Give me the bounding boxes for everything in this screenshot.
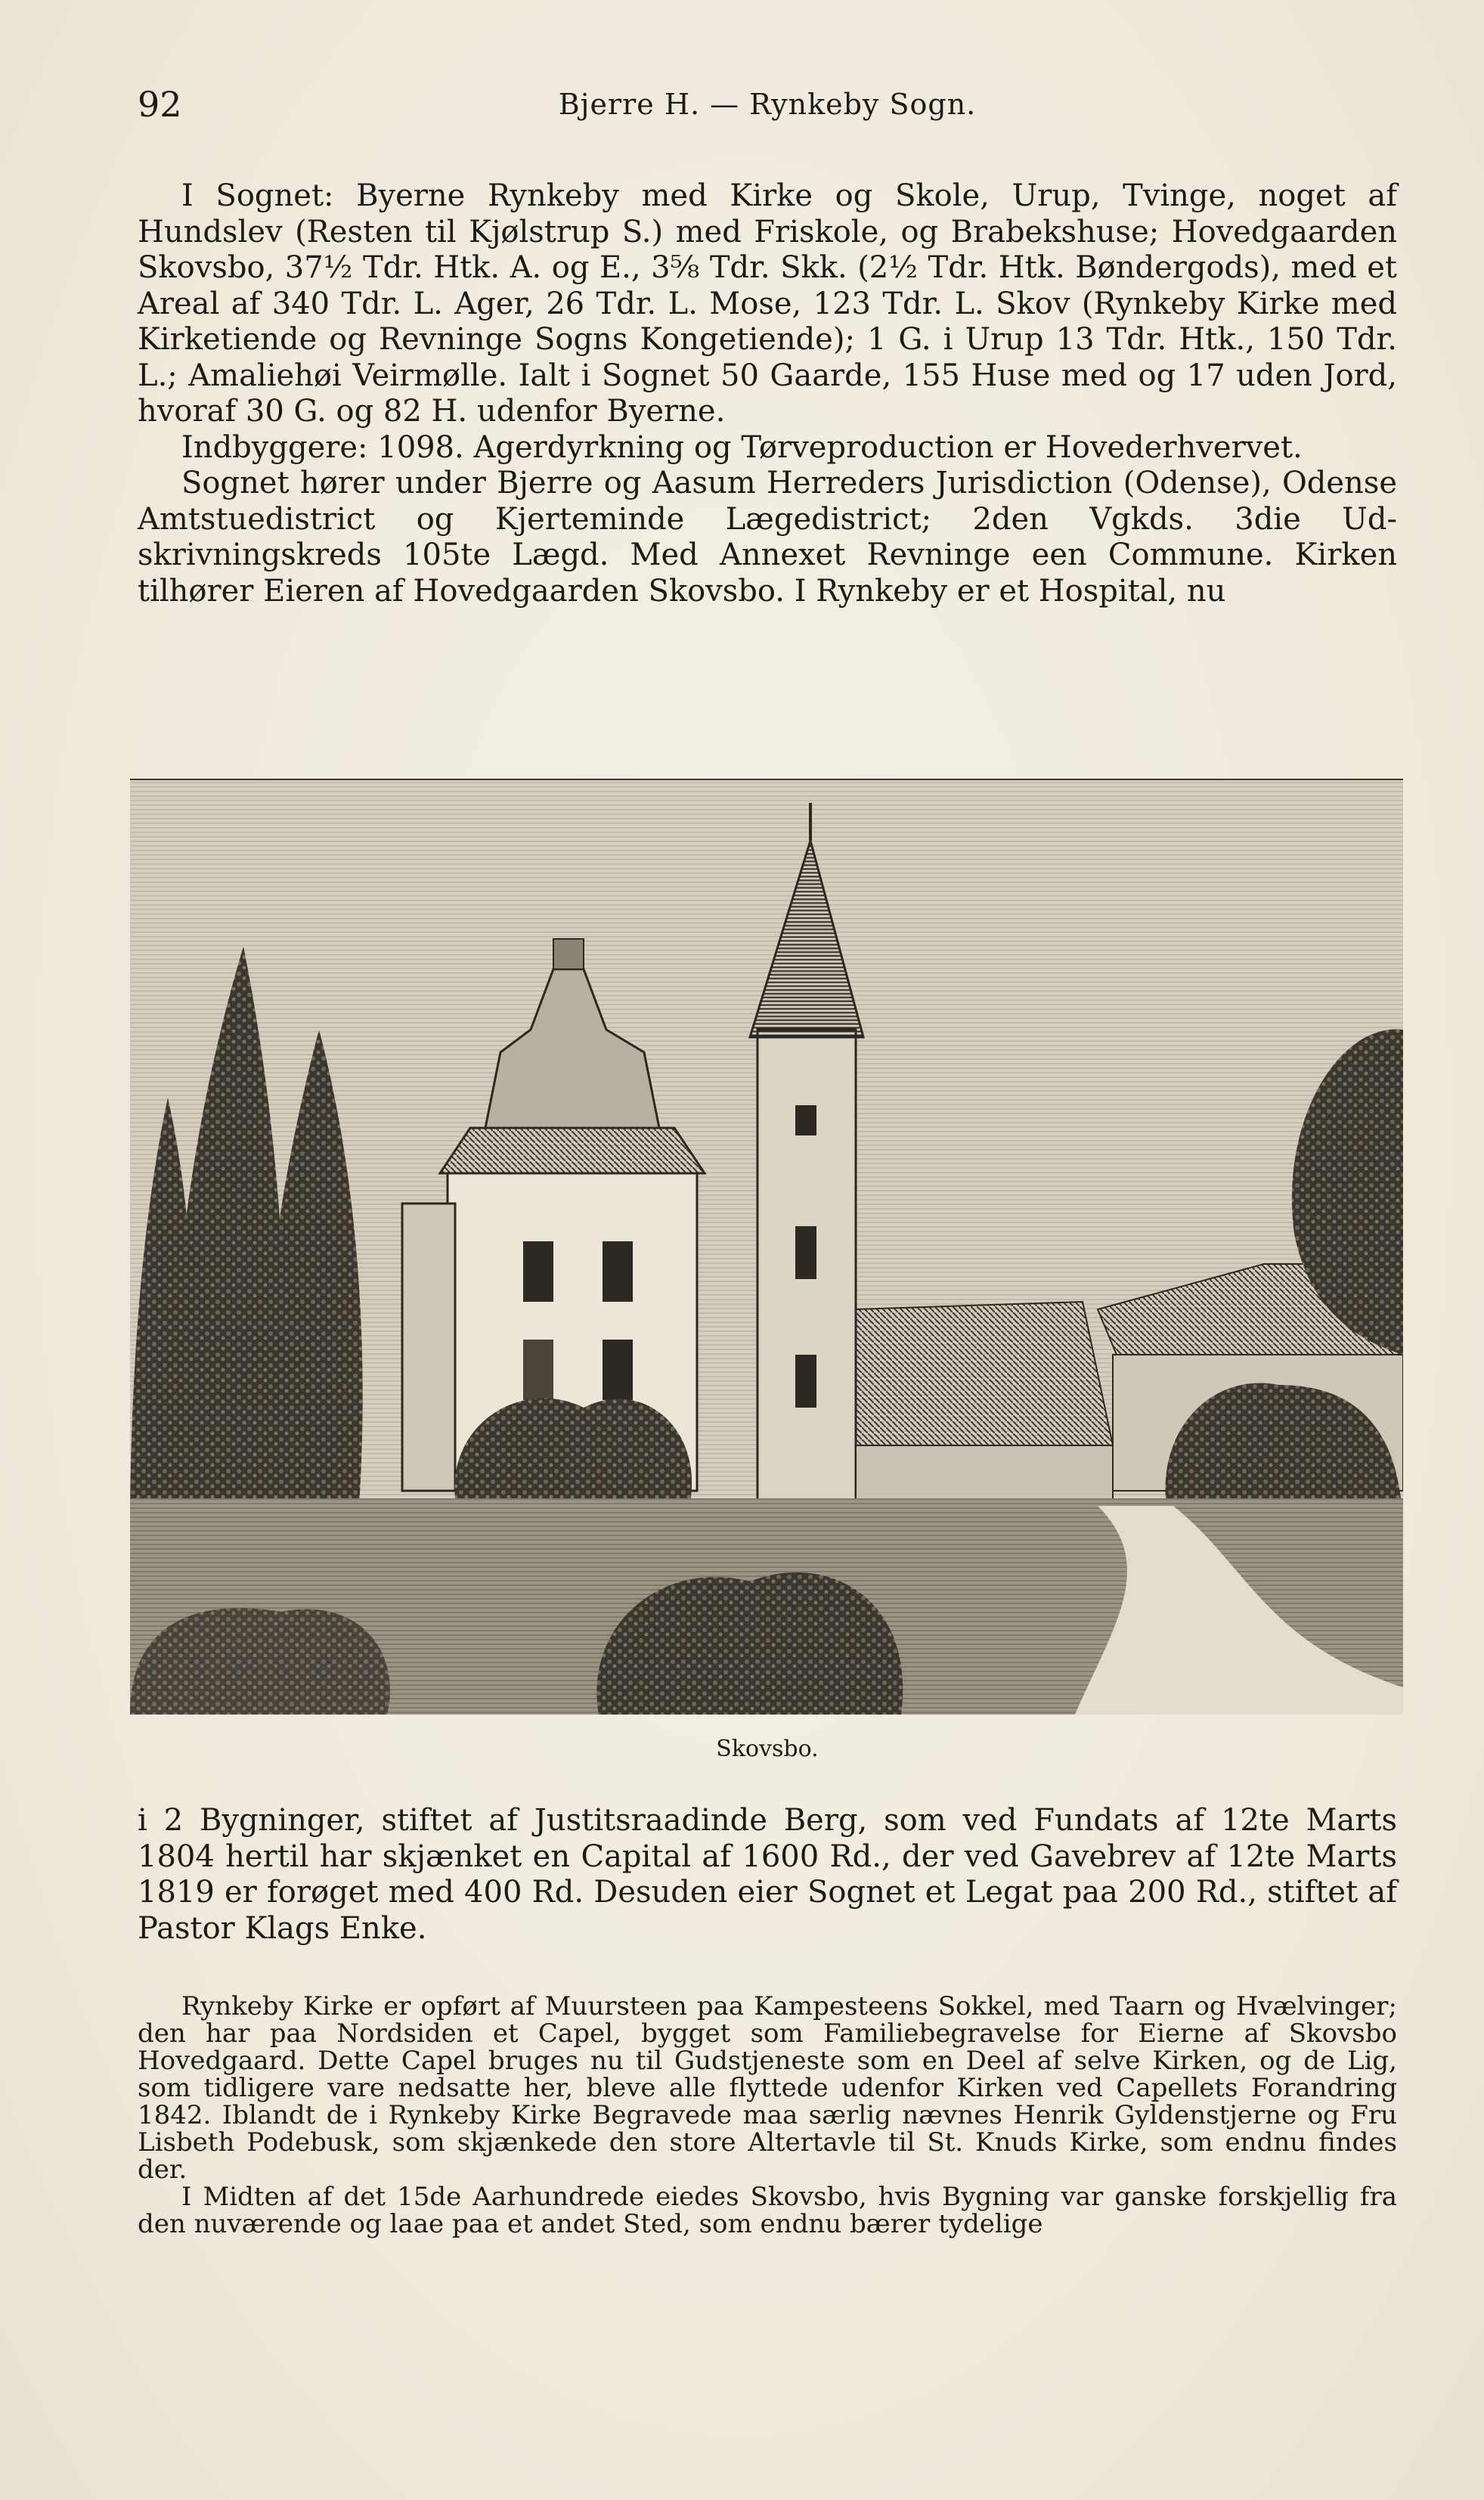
small-print-block [138, 1993, 1397, 2238]
illustration-skovsbo [130, 779, 1403, 1715]
paragraph-inhabitants: Indbyggere: 1098. Agerdyrkning og Tørveproduction er Hovederhvervet. [181, 429, 1303, 465]
top-text-block [138, 178, 1397, 609]
paragraph-hospital: i 2 Bygninger, stiftet af Justitsraadinde Berg, som ved Fundats af 12te Marts 1804 hertil har skjænket en Capital af 1600 Rd., der ved Gavebrev af 12te Marts 1819 er forøget med 400 Rd. Desuden eier Sognet et Legat paa 200 Rd., stiftet af Pastor Klags Enke. [138, 1803, 1397, 1946]
paragraph-church: Rynkeby Kirke er opført af Muursteen paa Kampesteens Sokkel, med Taarn og Hvælvinger; den har paa Nordsiden et Capel, bygget som Familiebegravelse for Eierne af Skovsbo Hovedgaard. Dette Capel bruges nu til Gudstjeneste som en Deel af selve Kirken, og de Lig, som tidligere vare nedsatte her, bleve alle flyttede udenfor Kirken ved Capellets Forandring 1842. Iblandt de i Rynkeby Kirke Begravede maa særlig nævnes Henrik Gyldenstjerne og Fru Lisbeth Podebusk, som skjænkede den store Altertavle til St. Knuds Kirke, som endnu findes der. [138, 1991, 1397, 2185]
engraving-image [130, 780, 1403, 1715]
page-header [138, 82, 1397, 127]
paragraph-history: I Midten af det 15de Aarhundrede eiedes Skovsbo, hvis Bygning var ganske forskjellig fra den nuværende og laae paa et andet Sted, som endnu bærer tydelige [138, 2182, 1397, 2239]
paragraph-jurisdiction: Sognet hører under Bjerre og Aasum Herreders Jurisdiction (Odense), Odense Amtstuedistrict og Kjerteminde Lægedistrict; 2den Vgkds. 3die Udskrivningskreds 105te Lægd. Med Annexet Revninge een Commune. Kirken tilhører Eieren af Hovedgaarden Skovsbo. I Rynkeby er et Hospital, nu [138, 466, 1397, 609]
page-number: 92 [138, 84, 182, 125]
running-head: Bjerre H. — Rynkeby Sogn. [558, 88, 977, 121]
figure-caption: Skovsbo. [716, 1736, 819, 1762]
paragraph-parish-contents: I Sognet: Byerne Rynkeby med Kirke og Skole, Urup, Tvinge, noget af Hundslev (Resten til Kjølstrup S.) med Friskole, og Brabekshuse; Hovedgaarden Skovsbo, 37½ Tdr. Htk. A. og E., 3⅝ Tdr. Skk. (2½ Tdr. Htk. Bøndergods), med et Areal af 340 Tdr. L. Ager, 26 Tdr. L. Mose, 123 Tdr. L. Skov (Rynkeby Kirke med Kirketiende og Revninge Sogns Kongetiende); 1 G. i Urup 13 Tdr. Htk., 150 Tdr. L.; Amaliehøi Veirmølle. Ialt i Sognet 50 Gaarde, 155 Huse med og 17 uden Jord, hvoraf 30 G. og 82 H. udenfor Byerne. [138, 178, 1397, 429]
bottom-text-block [138, 1803, 1397, 1947]
